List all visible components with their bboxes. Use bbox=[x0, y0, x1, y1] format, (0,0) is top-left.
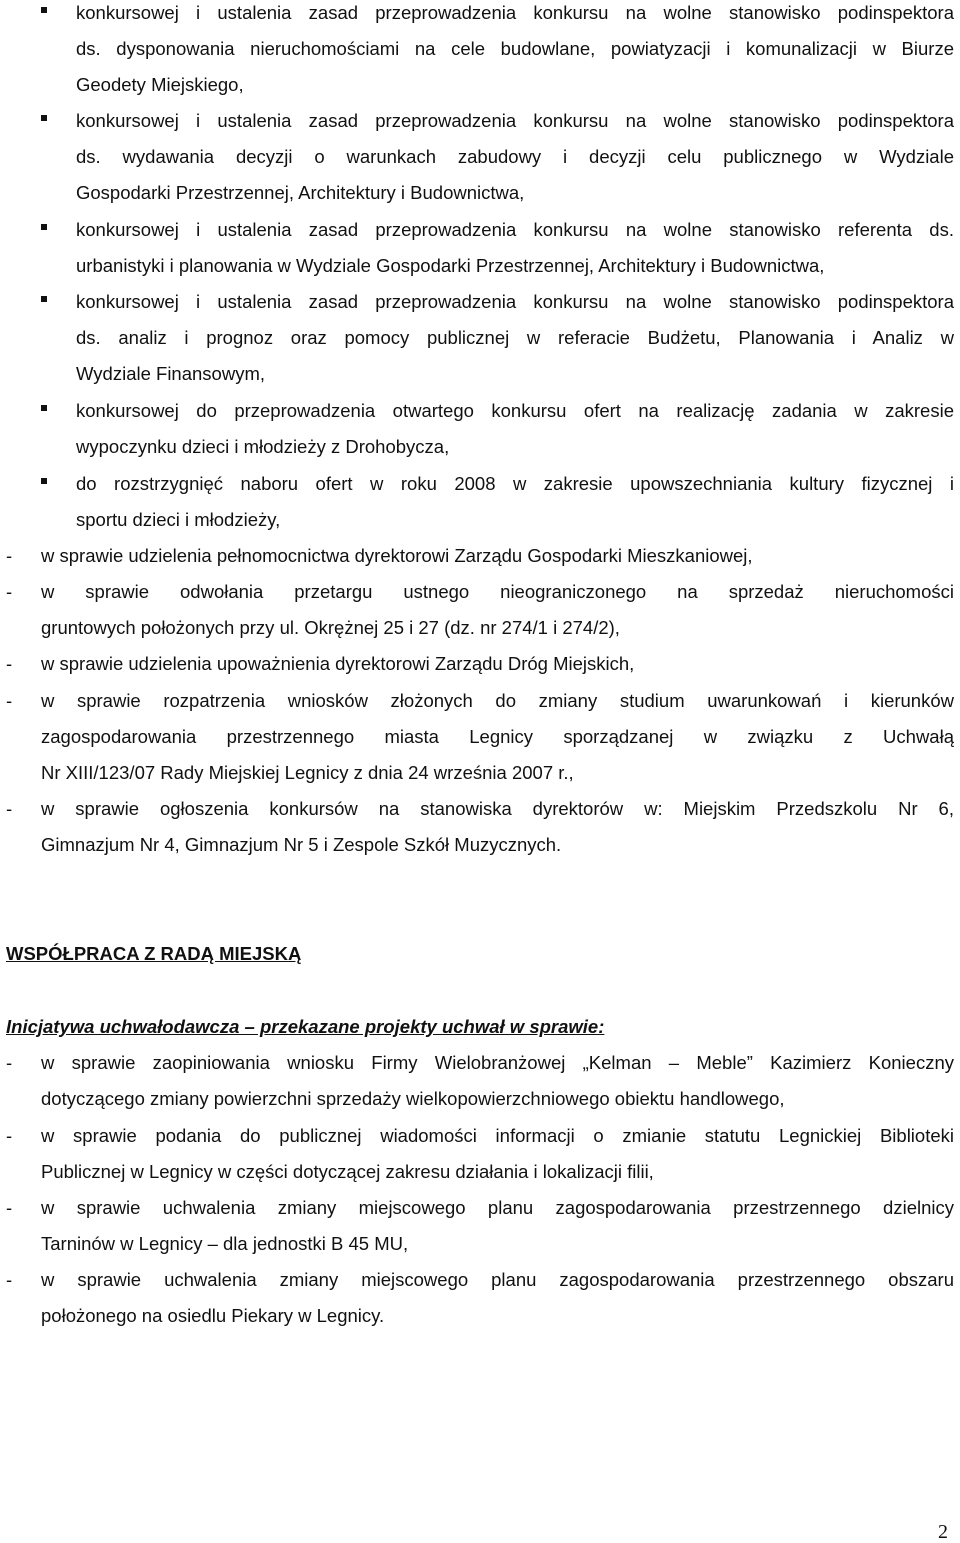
dash2-2-line-1: w sprawie podania do publicznej wiadomości informacji o zmianie statutu Legnickiej Biblioteki bbox=[41, 1125, 954, 1146]
dash2-3-line-1: w sprawie uchwalenia zmiany miejscowego planu zagospodarowania przestrzennego dzielnicy bbox=[41, 1197, 954, 1218]
dash-4-line-1: w sprawie rozpatrzenia wniosków złożonych do zmiany studium uwarunkowań i kierunków bbox=[41, 690, 954, 711]
bullet-marker bbox=[41, 296, 47, 302]
bullet-1-line-3: Geodety Miejskiego, bbox=[76, 74, 244, 95]
dash-marker: - bbox=[6, 545, 13, 566]
bullet-2-line-3: Gospodarki Przestrzennej, Architektury i Budownictwa, bbox=[76, 182, 525, 203]
bullet-1-line-1: konkursowej i ustalenia zasad przeprowadzenia konkursu na wolne stanowisko podinspektora bbox=[76, 2, 954, 23]
dash2-1-line-1: w sprawie zaopiniowania wniosku Firmy Wielobranżowej „Kelman – Meble” Kazimierz Konieczny bbox=[41, 1052, 954, 1073]
dash-marker: - bbox=[6, 1125, 13, 1146]
section-heading: WSPÓŁPRACA Z RADĄ MIEJSKĄ bbox=[6, 943, 302, 964]
bullet-6-line-1: do rozstrzygnięć naboru ofert w roku 2008 w zakresie upowszechniania kultury fizycznej i bbox=[76, 473, 954, 494]
bullet-marker bbox=[41, 405, 47, 411]
bullet-6-line-2: sportu dzieci i młodzieży, bbox=[76, 509, 281, 530]
bullet-3-line-2: urbanistyki i planowania w Wydziale Gospodarki Przestrzennej, Architektury i Budownictwa, bbox=[76, 255, 825, 276]
dash-marker: - bbox=[6, 690, 13, 711]
dash2-1-line-2: dotyczącego zmiany powierzchni sprzedaży wielkopowierzchniowego obiektu handlowego, bbox=[41, 1088, 785, 1109]
bullet-marker bbox=[41, 224, 47, 230]
dash2-3-line-2: Tarninów w Legnicy – dla jednostki B 45 MU, bbox=[41, 1233, 409, 1254]
dash-3-line-1: w sprawie udzielenia upoważnienia dyrektorowi Zarządu Dróg Miejskich, bbox=[41, 653, 635, 674]
dash-2-line-1: w sprawie odwołania przetargu ustnego nieograniczonego na sprzedaż nieruchomości bbox=[41, 581, 954, 602]
dash-marker: - bbox=[6, 1052, 13, 1073]
subsection-heading: Inicjatywa uchwałodawcza – przekazane projekty uchwał w sprawie: bbox=[6, 1016, 605, 1037]
dash2-4-line-1: w sprawie uchwalenia zmiany miejscowego planu zagospodarowania przestrzennego obszaru bbox=[41, 1269, 954, 1290]
dash-marker: - bbox=[6, 798, 13, 819]
bullet-2-line-1: konkursowej i ustalenia zasad przeprowadzenia konkursu na wolne stanowisko podinspektora bbox=[76, 110, 954, 131]
bullet-3-line-1: konkursowej i ustalenia zasad przeprowadzenia konkursu na wolne stanowisko referenta ds. bbox=[76, 219, 954, 240]
dash-1-line-1: w sprawie udzielenia pełnomocnictwa dyrektorowi Zarządu Gospodarki Mieszkaniowej, bbox=[41, 545, 753, 566]
dash-2-line-2: gruntowych położonych przy ul. Okrężnej 25 i 27 (dz. nr 274/1 i 274/2), bbox=[41, 617, 620, 638]
bullet-5-line-1: konkursowej do przeprowadzenia otwartego konkursu ofert na realizację zadania w zakresie bbox=[76, 400, 954, 421]
dash-4-line-3: Nr XIII/123/07 Rady Miejskiej Legnicy z dnia 24 września 2007 r., bbox=[41, 762, 574, 783]
bullet-marker bbox=[41, 7, 47, 13]
page-number: 2 bbox=[938, 1521, 948, 1543]
bullet-4-line-3: Wydziale Finansowym, bbox=[76, 363, 266, 384]
dash-5-line-1: w sprawie ogłoszenia konkursów na stanowiska dyrektorów w: Miejskim Przedszkolu Nr 6, bbox=[41, 798, 954, 819]
bullet-4-line-1: konkursowej i ustalenia zasad przeprowadzenia konkursu na wolne stanowisko podinspektora bbox=[76, 291, 954, 312]
bullet-marker bbox=[41, 115, 47, 121]
dash2-2-line-2: Publicznej w Legnicy w części dotyczącej zakresu działania i lokalizacji filii, bbox=[41, 1161, 654, 1182]
bullet-5-line-2: wypoczynku dzieci i młodzieży z Drohobycza, bbox=[76, 436, 450, 457]
dash-marker: - bbox=[6, 1197, 13, 1218]
bullet-1-line-2: ds. dysponowania nieruchomościami na cele budowlane, powiatyzacji i komunalizacji w Biurze bbox=[76, 38, 954, 59]
dash-marker: - bbox=[6, 581, 13, 602]
dash-marker: - bbox=[6, 653, 13, 674]
dash2-4-line-2: położonego na osiedlu Piekary w Legnicy. bbox=[41, 1305, 385, 1326]
bullet-marker bbox=[41, 478, 47, 484]
bullet-2-line-2: ds. wydawania decyzji o warunkach zabudowy i decyzji celu publicznego w Wydziale bbox=[76, 146, 954, 167]
dash-marker: - bbox=[6, 1269, 13, 1290]
bullet-4-line-2: ds. analiz i prognoz oraz pomocy publicznej w referacie Budżetu, Planowania i Analiz w bbox=[76, 327, 954, 348]
dash-5-line-2: Gimnazjum Nr 4, Gimnazjum Nr 5 i Zespole Szkół Muzycznych. bbox=[41, 834, 562, 855]
dash-4-line-2: zagospodarowania przestrzennego miasta Legnicy sporządzanej w związku z Uchwałą bbox=[41, 726, 954, 747]
